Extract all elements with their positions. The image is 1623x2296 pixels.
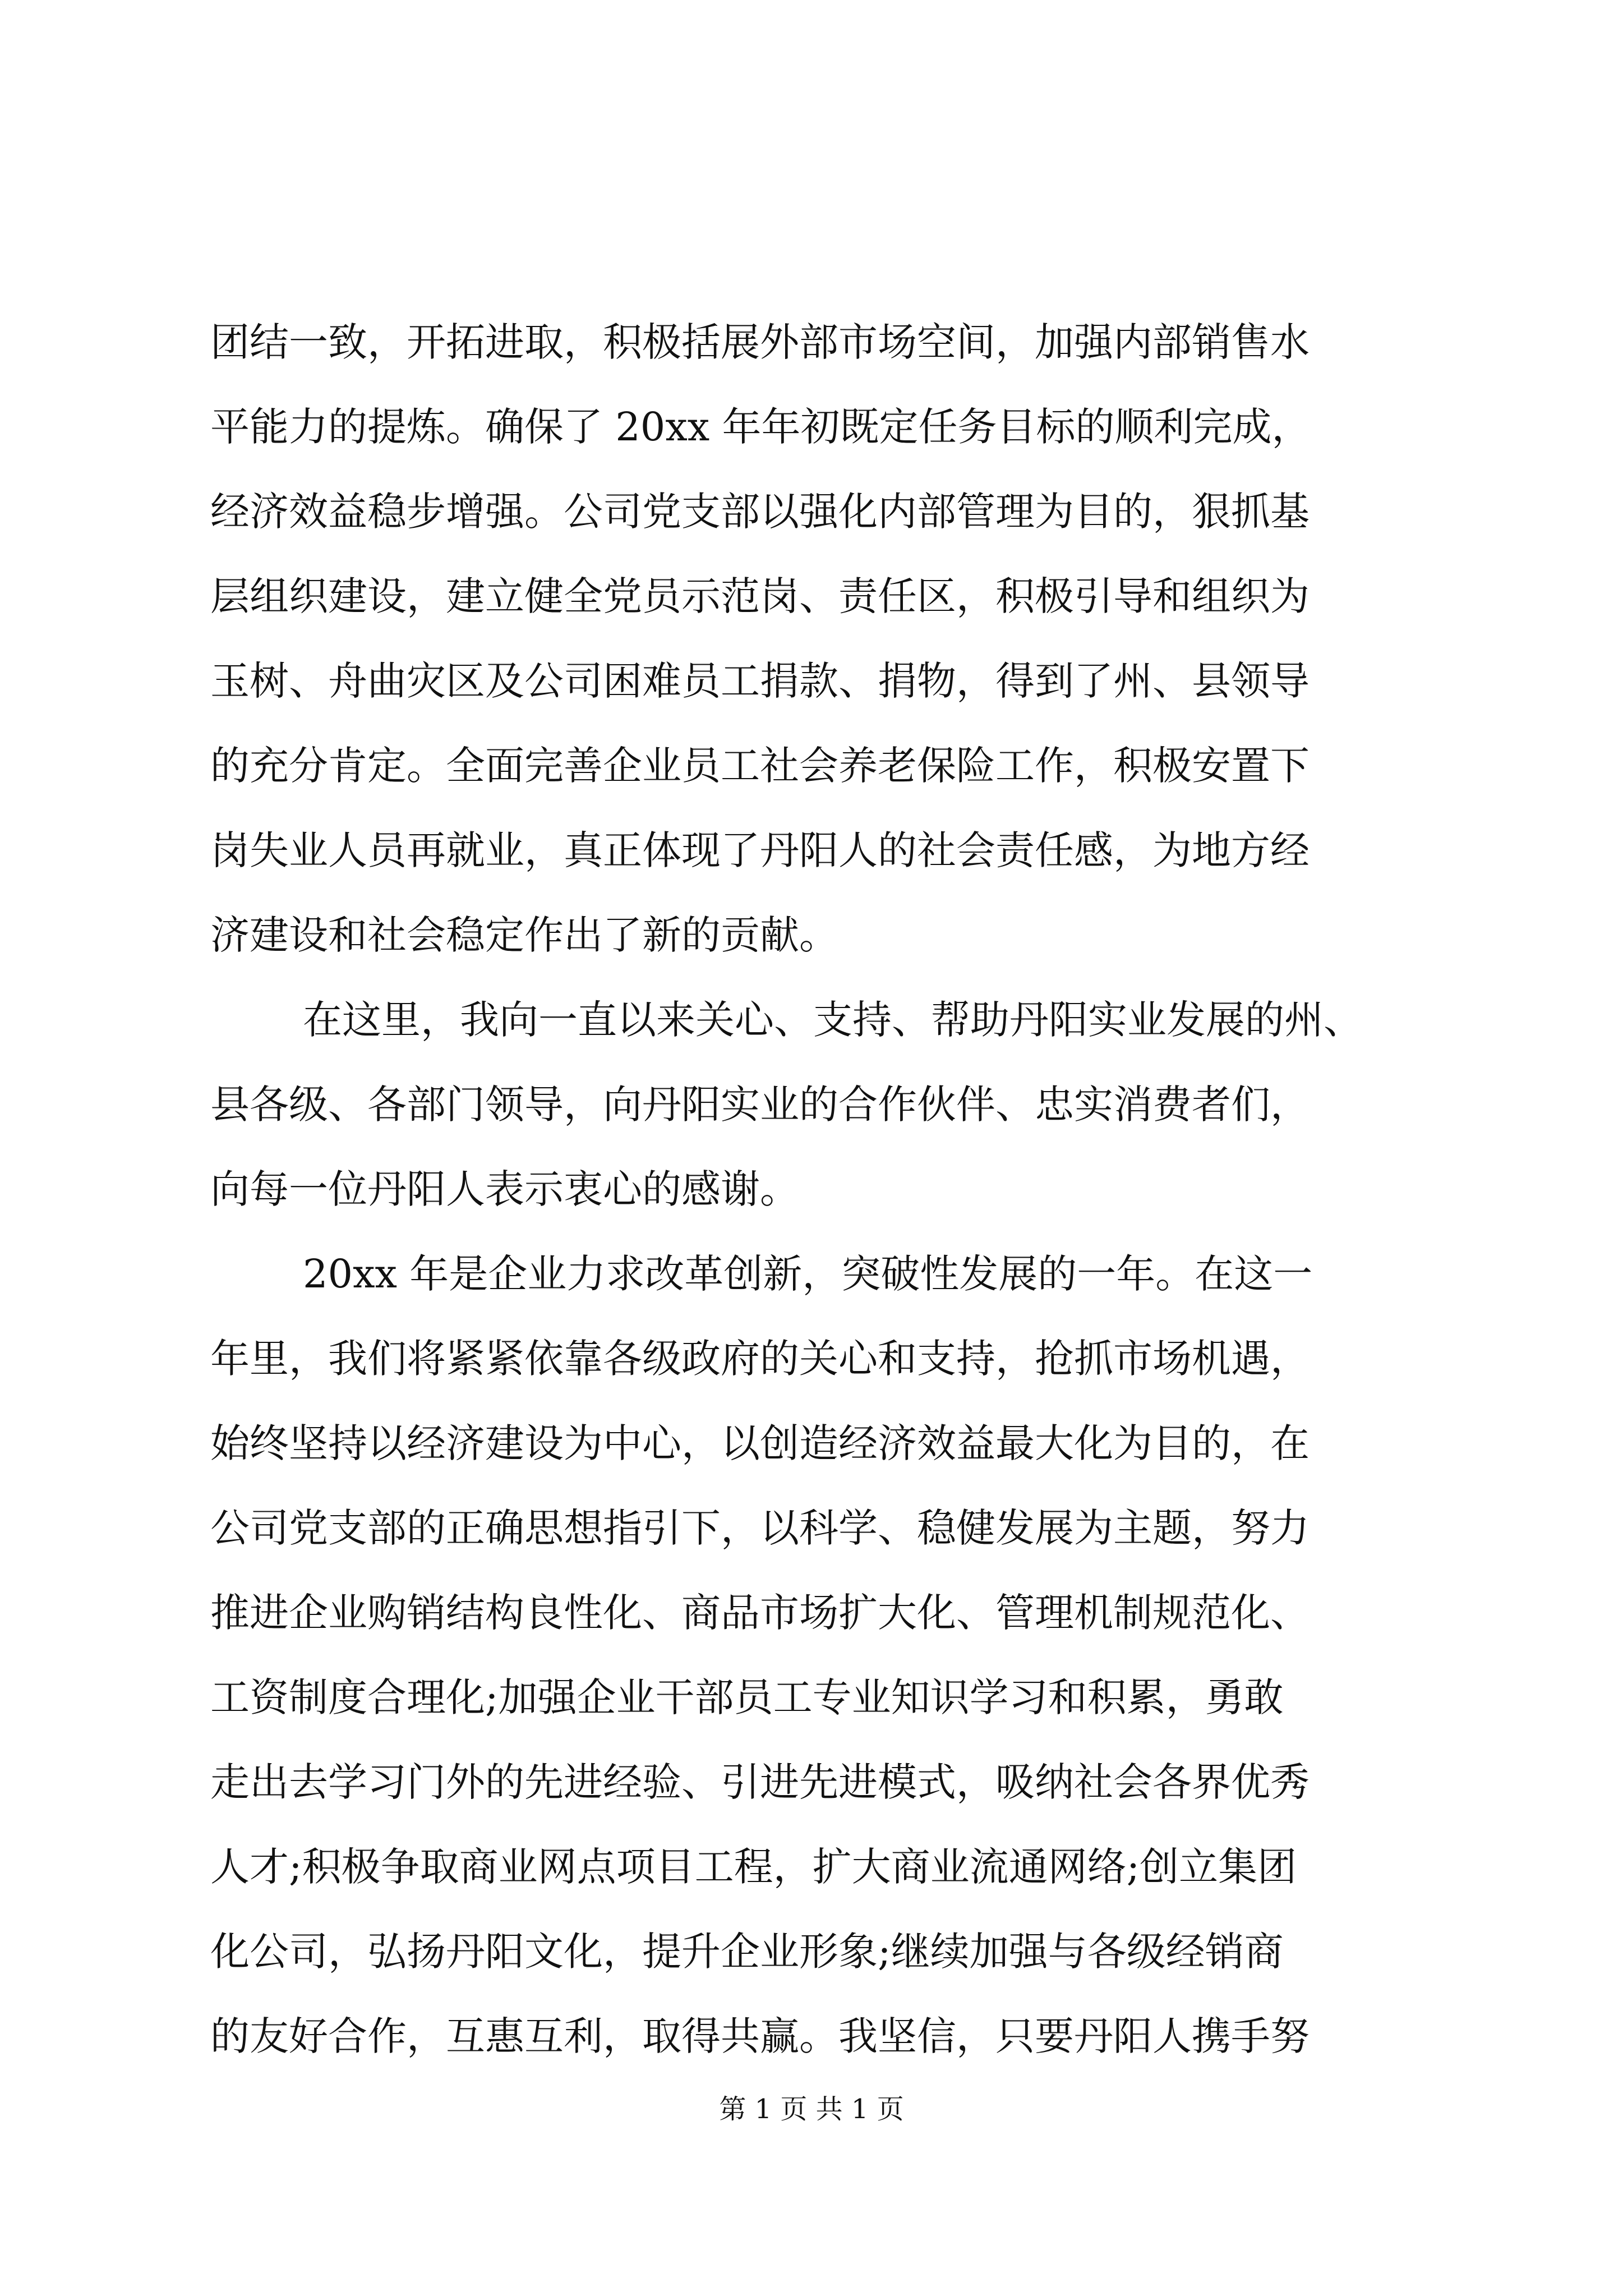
text-line: 公司党支部的正确思想指引下，以科学、稳健发展为主题，努力 (210, 1505, 1310, 1551)
text-line: 走出去学习门外的先进经验、引进先进模式，吸纳社会各界优秀 (210, 1759, 1310, 1805)
text-line: 化公司，弘扬丹阳文化，提升企业形象;继续加强与各级经销商 (210, 1929, 1284, 1975)
text-line: 的充分肯定。全面完善企业员工社会养老保险工作，积极安置下 (210, 743, 1310, 789)
text-line: 经济效益稳步增强。公司党支部以强化内部管理为目的，狠抓基 (210, 489, 1310, 535)
text-line: 玉树、舟曲灾区及公司困难员工捐款、捐物，得到了州、县领导 (210, 658, 1310, 704)
text-line: 人才;积极争取商业网点项目工程，扩大商业流通网络;创立集团 (210, 1844, 1297, 1890)
text-line: 岗失业人员再就业，真正体现了丹阳人的社会责任感，为地方经 (210, 827, 1310, 873)
text-line: 20xx 年是企业力求改革创新，突破性发展的一年。在这一 (303, 1251, 1313, 1297)
page-number-footer: 第 1 页 共 1 页 (719, 2093, 904, 2125)
text-line: 年里，我们将紧紧依靠各级政府的关心和支持，抢抓市场机遇， (210, 1336, 1310, 1382)
text-line: 平能力的提炼。确保了 20xx 年年初既定任务目标的顺利完成， (210, 404, 1311, 450)
text-line: 在这里，我向一直以来关心、支持、帮助丹阳实业发展的州、 (303, 997, 1363, 1043)
text-line: 始终坚持以经济建设为中心，以创造经济效益最大化为目的，在 (210, 1420, 1310, 1466)
text-line: 工资制度合理化;加强企业干部员工专业知识学习和积累，勇敢 (210, 1674, 1284, 1720)
text-line: 的友好合作，互惠互利，取得共赢。我坚信，只要丹阳人携手努 (210, 2013, 1310, 2059)
text-line: 县各级、各部门领导，向丹阳实业的合作伙伴、忠实消费者们， (210, 1082, 1310, 1128)
text-line: 推进企业购销结构良性化、商品市场扩大化、管理机制规范化、 (210, 1590, 1310, 1636)
text-line: 团结一致，开拓进取，积极括展外部市场空间，加强内部销售水 (210, 319, 1310, 365)
text-line: 济建设和社会稳定作出了新的贡献。 (210, 912, 838, 958)
text-line: 向每一位丹阳人表示衷心的感谢。 (210, 1166, 799, 1212)
text-line: 层组织建设，建立健全党员示范岗、责任区，积极引导和组织为 (210, 573, 1310, 619)
